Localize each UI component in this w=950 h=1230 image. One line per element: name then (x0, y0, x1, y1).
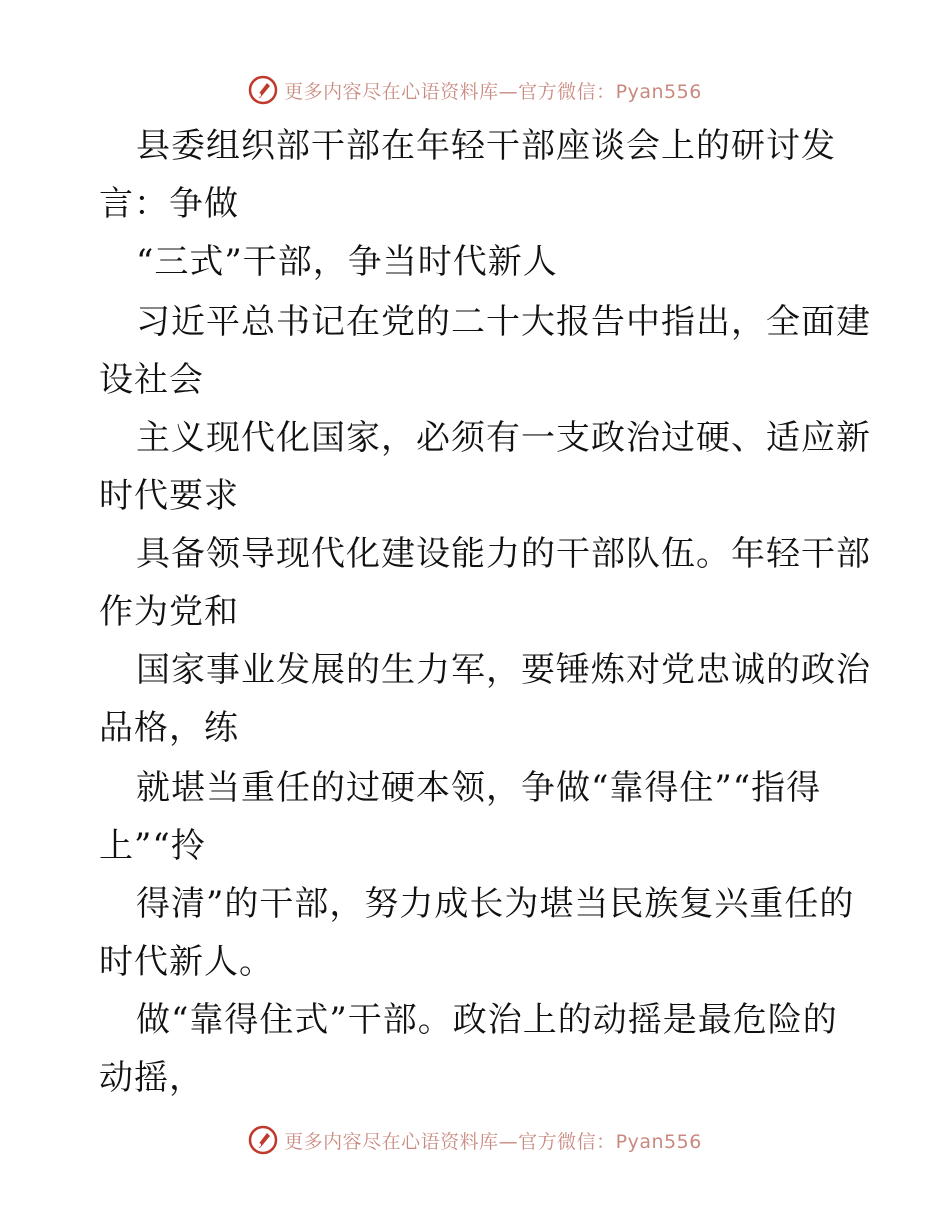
paragraph-line: 习近平总书记在党的二十大报告中指出，全面建 (136, 302, 871, 342)
paragraph-line: 就堪当重任的过硬本领，争做“靠得住”“指得 (136, 768, 822, 808)
paragraph-line: 得清”的干部，努力成长为堪当民族复兴重任的 (136, 884, 855, 924)
document-title-line-2: 言：争做 (99, 184, 239, 224)
paragraph-line: 上”“拎 (99, 826, 206, 866)
paragraph-line: 国家事业发展的生力军，要锤炼对党忠诚的政治 (136, 650, 871, 690)
paragraph-line: 时代要求 (99, 476, 239, 516)
paragraph-line: 设社会 (99, 360, 204, 400)
paragraph-line: 具备领导现代化建设能力的干部队伍。年轻干部 (136, 534, 871, 574)
pen-nib-logo-icon (248, 75, 278, 105)
watermark-text: 更多内容尽在心语资料库—官方微信：Pyan556 (284, 1130, 702, 1153)
header-watermark (0, 70, 950, 110)
paragraph-line: 动摇， (99, 1058, 204, 1098)
paragraph-line: 主义现代化国家，必须有一支政治过硬、适应新 (136, 418, 871, 458)
paragraph-line: 作为党和 (99, 592, 239, 632)
paragraph-line: 时代新人。 (99, 942, 274, 982)
paragraph-line: 品格，练 (99, 708, 239, 748)
footer-watermark (0, 1120, 950, 1160)
paragraph-line: 做“靠得住式”干部。政治上的动摇是最危险的 (136, 1000, 838, 1040)
document-subtitle: “三式”干部，争当时代新人 (136, 242, 558, 282)
watermark-text: 更多内容尽在心语资料库—官方微信：Pyan556 (284, 80, 702, 103)
pen-nib-logo-icon (248, 1125, 278, 1155)
document-title-line-1: 县委组织部干部在年轻干部座谈会上的研讨发 (136, 126, 836, 166)
